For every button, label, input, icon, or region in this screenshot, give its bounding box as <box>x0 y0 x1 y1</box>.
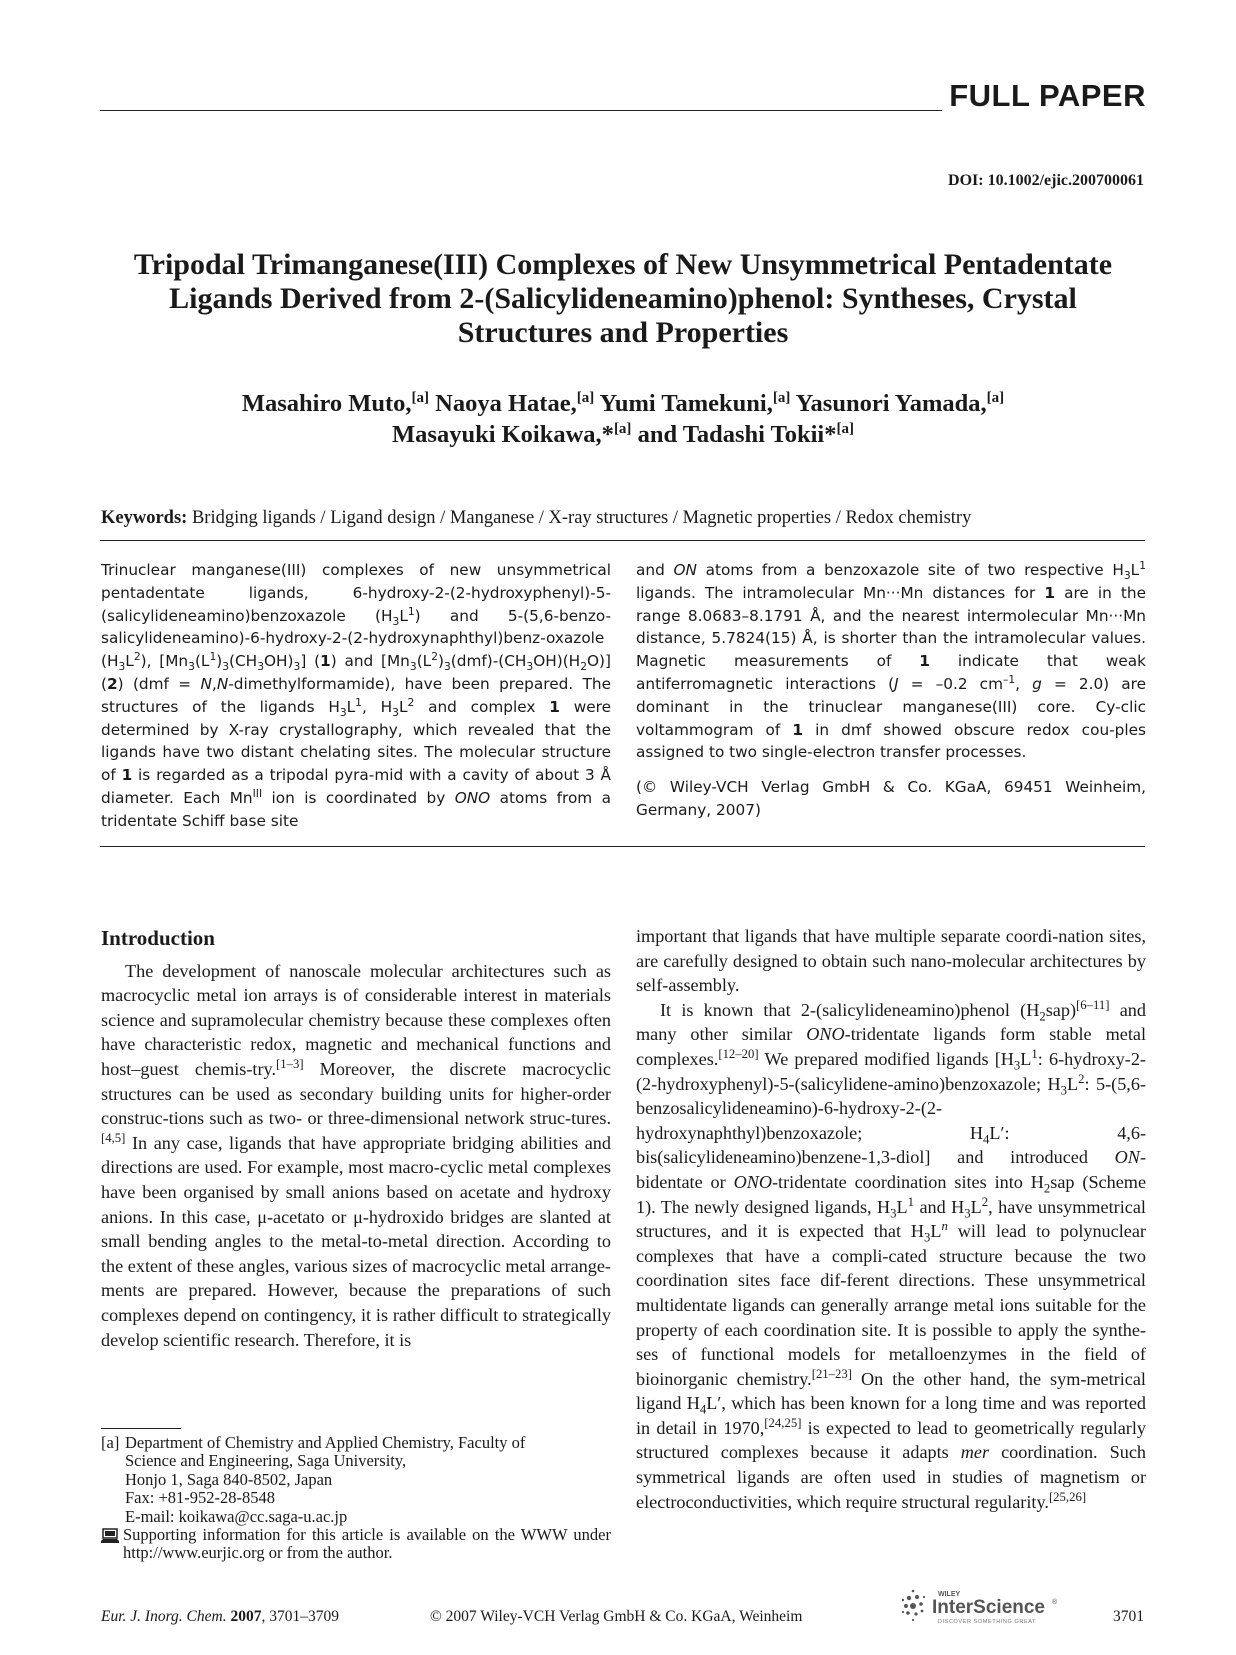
affiliation-mark: [a] <box>772 389 791 406</box>
journal-pages: , 3701–3709 <box>261 1608 339 1625</box>
author: Yumi Tamekuni, <box>599 390 773 417</box>
author: Yasunori Yamada, <box>795 390 987 417</box>
author-conjunction: and <box>637 421 678 448</box>
logo-main-text: InterScience <box>932 1597 1045 1618</box>
logo-registered-mark: ® <box>1052 1599 1058 1606</box>
footnote-line: Fax: +81-952-28-8548 <box>125 1488 275 1508</box>
keywords-text: Bridging ligands / Ligand design / Manganese / X-ray structures / Magnetic properties / Redox chemistry <box>191 508 972 528</box>
body-paragraph: It is known that 2-(salicylideneamino)phenol $(H_2sap)[6-11]$ and many other similar ONO-tridentate ligands form stable metal complexes.[12–20] We prepared modified ligands [$H_3L^1$: 6-hydroxy-2-(2-hydroxyphenyl)-5-(salicylidene-amino)benzoxazole; $H_3L^2$: 5-(5,6-benzosalicylideneamino)-6-hydroxy-2-(2-hydroxynaphthyl)benzoxazole; $H_4L'$: 4,6-bis(salicylideneamino)benzene-1,3-diol] and introduced ON-bidentate or ONO-tridentate coordination sites into $H_2sap$ (Scheme 1). The newly designed ligands, $H_3L^1$ and $H_3L^2$, have unsymmetrical structures, and it is expected that $H_3L^n$ will lead to polynuclear complexes that have a compli-cated structure because the two coordination sites face dif-ferent directions. These unsymmetrical multidentate ligands can generally arrange metal ions suitable for the property of each coordination site. It is possible to apply the synthe-ses of functional models for metalloenzymes in the field of bioinorganic chemistry.[21–23] On the other hand, the sym-metrical ligand $H_4L'$, which has been known for a long time and was reported in detail in 1970,[24,25] is expected to lead to geometrically regularly structured complexes because it adapts mer coordination. Such symmetrical ligands are often used in studies of magnetism or electroconductivities, which require structural regularity.[25,26] <box>636 997 1147 1512</box>
abstract-top-rule <box>100 540 1145 541</box>
footnote-line: Honjo 1, Saga 840-8502, Japan <box>125 1469 333 1489</box>
doi: DOI: 10.1002/ejic.200700061 <box>948 172 1144 189</box>
article-title <box>100 248 1146 350</box>
abstract-left-column <box>101 559 611 833</box>
footnote-line: Science and Engineering, Saga University, <box>125 1451 407 1471</box>
title-line: Tripodal Trimanganese(III) Complexes of New Unsymmetrical Pentadentate <box>133 248 1113 281</box>
abstract-text: Trinuclear manganese(III) complexes of new unsymmetrical pentadentate ligands, 6-hydroxy-2-(2-hydroxyphenyl)-5-(salicylideneamino)benzoxazole $(H_3L^1)$ and 5-(5,6-benzo-salicylideneamino)-6-hydroxy-2-(2-hydroxynaphthyl)benz-oxazole $(H_3L^2)$, $[Mn_3(L^1)_3(CH_3OH)_3]$ (1) and $[Mn_3(L^2)_3(dmf)-(CH_3OH)(H_2O)]$ (2) (dmf = N,N-dimethylformamide), have been prepared. The structures of the ligands $H_3L^1$, $H_3L^2$ and complex 1 were determined by X-ray crystallography, which revealed that the ligands have two distant chelating sites. The molecular structure of 1 is regarded as a tripodal pyra-mid with a cavity of about 3 Å diameter. Each $Mn^{III}$ ion is coordinated by ONO atoms from a tridentate Schiff base site <box>101 561 612 830</box>
footer-copyright: © 2007 Wiley-VCH Verlag GmbH & Co. KGaA, Weinheim <box>430 1608 803 1625</box>
section-heading: Introduction <box>101 926 215 950</box>
journal-citation <box>101 1608 339 1626</box>
author: Masayuki Koikawa,* <box>392 421 614 448</box>
header-rule <box>100 110 942 111</box>
supporting-info-footnote <box>101 1526 611 1563</box>
footnote-email[interactable]: E-mail: koikawa@cc.saga-u.ac.jp <box>125 1506 348 1526</box>
body-paragraph: The development of nanoscale molecular architectures such as macrocyclic metal ion arrays is of considerable interest in materials science and supramolecular chemistry because these complexes often have characteristic redox, magnetic and mechanical functions and host–guest chemis-try.[1–3] Moreover, the discrete macrocyclic structures can be used as secondary building units for higher-order construc-tions such as two- or three-dimensional network struc-tures.[4,5] In any case, ligands that have appropriate bridging abilities and directions are used. For example, most macro-cyclic metal complexes have been organised by small anions based on acetate and hydroxy anions. In this case, μ-acetato or μ-hydroxido bridges are slanted at small bending angles to the metal-to-metal direction. According to the extent of these angles, various sizes of macrocyclic metal arrange-ments are prepared. However, because the preparations of such complexes depend on contingency, it is rather difficult to strategically develop scientific research. Therefore, it is <box>101 960 611 1350</box>
affiliation-mark: [a] <box>986 389 1005 406</box>
footnote-rule <box>101 1428 181 1429</box>
journal-name: Eur. J. Inorg. Chem. <box>101 1608 227 1625</box>
author: Tadashi Tokii* <box>682 421 837 448</box>
journal-year: 2007 <box>230 1608 262 1625</box>
affiliation-footnote <box>101 1434 611 1526</box>
body-right-column <box>636 924 1146 1514</box>
author: Naoya Hatae, <box>435 390 577 417</box>
interscience-logo[interactable] <box>900 1586 1065 1626</box>
body-paragraph: important that ligands that have multiple separate coordi-nation sites, are carefully designed to obtain such nano-molecular architectures by self-assembly. <box>636 926 1146 996</box>
abstract-text: and ON atoms from a benzoxazole site of two respective $H_3L^1$ ligands. The intramolecular Mn···Mn distances for 1 are in the range 8.0683–8.1791 Å, and the nearest intermolecular Mn···Mn distance, 5.7824(15) Å, is shorter than the intramolecular values. Magnetic measurements of 1 indicate that weak antiferromagnetic interactions (J = –0.2 $cm^{-1}$, g = 2.0) are dominant in the trinuclear manganese(III) core. Cy-clic voltammogram of 1 in dmf showed obscure redox cou-ples assigned to two single-electron transfer processes. <box>636 558 1147 762</box>
logo-small-text: WILEY <box>938 1591 961 1598</box>
globe-icon <box>902 1590 925 1621</box>
title-line: Structures and Properties <box>457 316 789 349</box>
computer-icon <box>101 1526 123 1563</box>
abstract-bottom-rule <box>100 846 1145 847</box>
footnote-line: Department of Chemistry and Applied Chemistry, Faculty of <box>125 1433 526 1452</box>
title-line: Ligands Derived from 2-(Salicylideneamino)phenol: Syntheses, Crystal <box>169 282 1077 315</box>
supporting-info-text: Supporting information for this article is available on the WWW under http://www.eurjic.org or from the author. <box>123 1525 611 1563</box>
logo-tagline: DISCOVER SOMETHING GREAT <box>938 1619 1037 1625</box>
section-label: FULL PAPER <box>949 78 1146 113</box>
footnotes <box>101 1434 611 1563</box>
affiliation-mark: [a] <box>411 389 430 406</box>
affiliation-mark: [a] <box>836 420 854 437</box>
author-list <box>100 388 1146 450</box>
affiliation-mark: [a] <box>613 420 632 437</box>
affiliation-mark: [a] <box>576 389 595 406</box>
abstract-right-column <box>636 559 1146 822</box>
body-left-column <box>101 926 611 1352</box>
keywords-label: Keywords: <box>101 508 188 528</box>
page-number: 3701 <box>1113 1608 1144 1625</box>
keywords <box>101 508 1147 529</box>
author: Masahiro Muto, <box>241 390 412 417</box>
footnote-mark: [a] <box>101 1433 120 1452</box>
abstract-copyright: (© Wiley-VCH Verlag GmbH & Co. KGaA, 69451 Weinheim, Germany, 2007) <box>636 778 1146 819</box>
